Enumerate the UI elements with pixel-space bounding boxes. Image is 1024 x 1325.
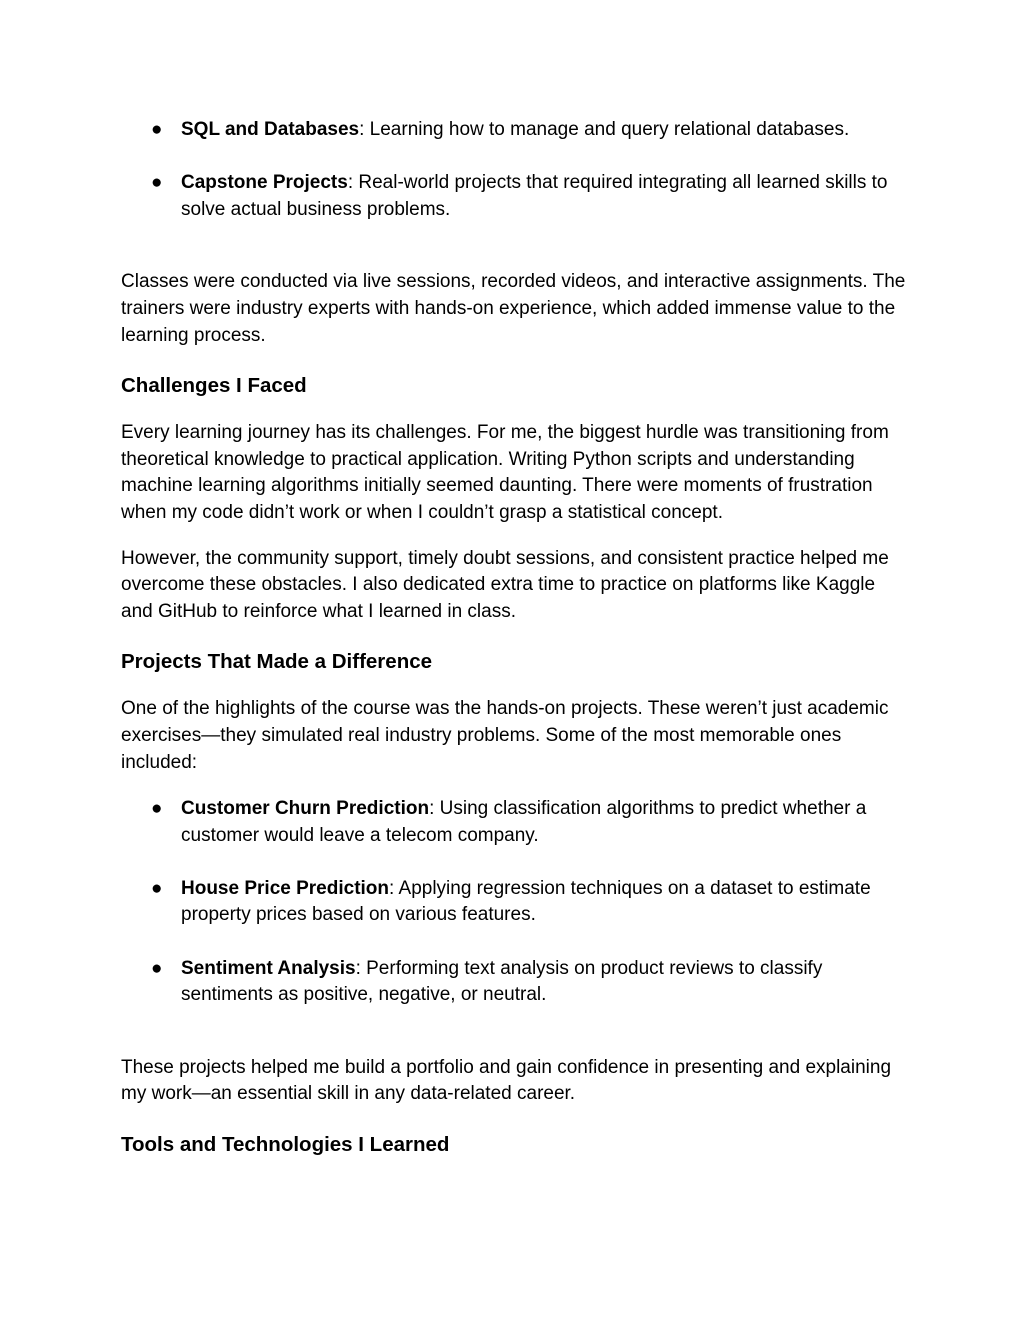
- list-item: [121, 117, 911, 144]
- list-item-term: Capstone Projects: [181, 172, 348, 194]
- list-item: [121, 170, 911, 223]
- list-item-text: : Learning how to manage and query relational databases.: [359, 119, 850, 140]
- list-item-text: : Real-world projects that required integrating all learned skills to solve actual business problems.: [181, 172, 888, 220]
- tools-heading: Tools and Technologies I Learned: [121, 1133, 450, 1157]
- challenges-paragraph-1: Every learning journey has its challenges. For me, the biggest hurdle was transitioning from theoretical knowledge to practical application. Writing Python scripts and understanding machine learning algorithms initially seemed daunting. There were moments of frustration when my code didn’t work or when I couldn’t grasp a statistical concept.: [121, 422, 889, 523]
- list-item: [121, 956, 911, 1009]
- document-body: [121, 117, 911, 1159]
- bullet-icon: ●: [151, 172, 163, 194]
- list-item-text: : Applying regression techniques on a dataset to estimate property prices based on various features.: [181, 877, 871, 926]
- projects-paragraph: One of the highlights of the course was the hands-on projects. These weren’t just academic exercises—they simulated real industry problems. Some of the most memorable ones included:: [121, 698, 889, 773]
- list-item-term: House Price Prediction: [181, 877, 390, 899]
- list-item-term: Customer Churn Prediction: [181, 798, 430, 820]
- list-item: [121, 796, 911, 849]
- bullet-icon: ●: [151, 957, 163, 979]
- list-item-text: : Using classification algorithms to predict whether a customer would leave a telecom company.: [181, 798, 867, 846]
- list-item: [121, 876, 911, 929]
- list-item-term: SQL and Databases: [181, 119, 360, 140]
- projects-list: [121, 796, 911, 1009]
- classes-paragraph: Classes were conducted via live sessions, recorded videos, and interactive assignments. The trainers were industry experts with hands-on experience, which added immense value to the learning process.: [121, 271, 906, 346]
- challenges-heading: Challenges I Faced: [121, 374, 307, 398]
- portfolio-paragraph: These projects helped me build a portfolio and gain confidence in presenting and explaining my work—an essential skill in any data-related career.: [121, 1056, 892, 1105]
- challenges-paragraph-2: However, the community support, timely doubt sessions, and consistent practice helped me overcome these obstacles. I also dedicated extra time to practice on platforms like Kaggle and GitHub to reinforce what I learned in class.: [121, 547, 889, 622]
- list-item-text: : Performing text analysis on product reviews to classify sentiments as positive, negative, or neutral.: [181, 957, 823, 1006]
- projects-heading: Projects That Made a Difference: [121, 650, 433, 674]
- bullet-icon: ●: [151, 798, 163, 820]
- bullet-icon: ●: [151, 877, 163, 899]
- bullet-icon: ●: [151, 119, 163, 140]
- list-item-term: Sentiment Analysis: [181, 957, 356, 979]
- skills-list: [121, 117, 911, 223]
